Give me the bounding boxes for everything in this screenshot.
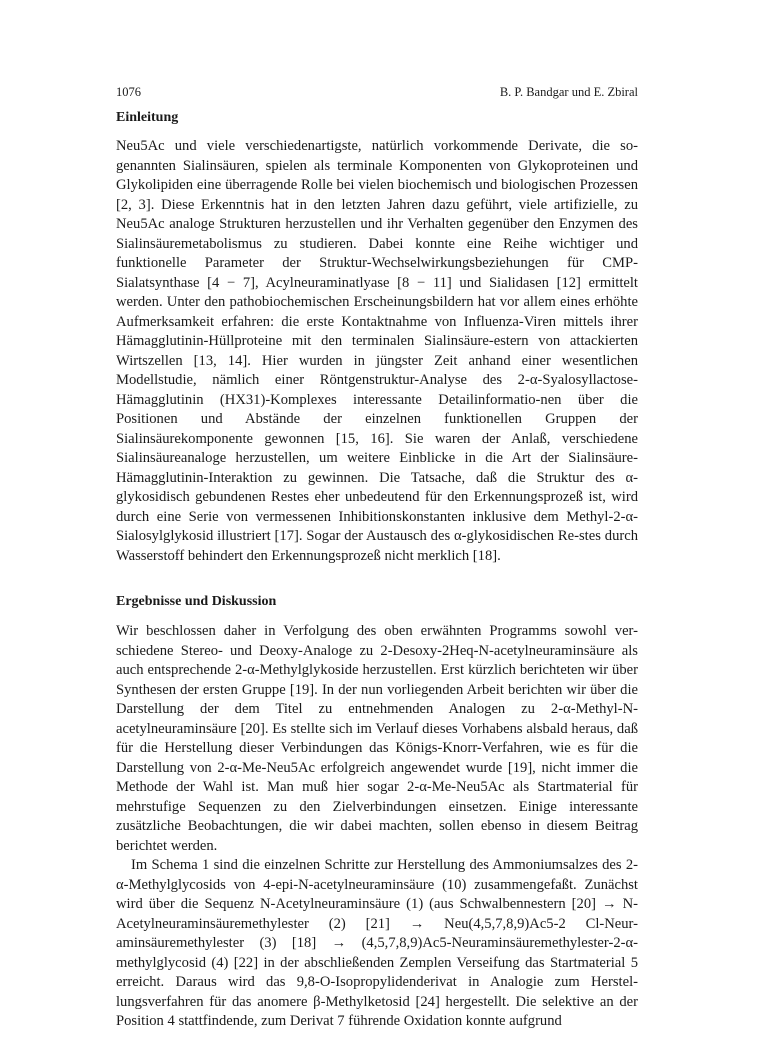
authors: B. P. Bandgar und E. Zbiral: [499, 85, 638, 99]
paragraph: Wir beschlossen daher in Verfolgung des oben erwähnten Programms sowohl ver-schiedene Stereo- und Deoxy-Analoge zu 2-Desoxy-2Heq-N-acetylneuraminsäure als auch entsprechende 2-α-Methylglykoside herzustellen. Erst kürzlich berichteten wir über Synthesen der ersten Gruppe [19]. In der nun vorliegenden Arbeit berichten wir über die Darstellung der dem Titel zu entnehmenden Analogen zu 2-α-Methyl-N-acetylneuraminsäure [20]. Es stellte sich im Verlauf dieses Vorhabens alsbald heraus, daß für die Herstellung dieser Verbindungen das Königs-Knorr-Verfahren, wie es für die Darstellung von 2-α-Me-Neu5Ac erfolgreich angewendet wurde [19], nicht immer die Methode der Wahl ist. Man muß hier sogar 2-α-Me-Neu5Ac als Startmaterial für mehrstufige Sequenzen zu den Zielverbindungen einsetzen. Einige interessante zusätzliche Beobachtungen, die wir dabei machten, sollen ebenso in diesem Beitrag berichtet werden.: [116, 623, 638, 854]
page: [116, 84, 638, 1032]
section-gap: [116, 566, 638, 593]
paragraph: Im Schema 1 sind die einzelnen Schritte zur Herstellung des Ammoniumsalzes des 2-α-Methylglycosids von 4-epi-N-acetylneuraminsäure (10) zusammengefaßt. Zunächst wird über die Sequenz N-Acetylneuraminsäure (1) (aus Schwalbennestern [20] → N-Acetylneuraminsäuremethylester (2) [21] → Neu(4,5,7,8,9)Ac5-2 Cl-Neur-aminsäuremethylester (3) [18] → (4,5,7,8,9)Ac5-Neuraminsäuremethylester-2-α-methylglycosid (4) [22] in der abschließenden Zemplen Verseifung das Startmaterial 5 erreicht. Daraus wird das 9,8-O-Isopropylidenderivat in Analogie zum Herstel-lungsverfahren für das anomere β-Methylketosid [24] hergestellt. Die selektive an der Position 4 stattfindende, zum Derivat 7 führende Oxidation konnte aufgrund: [116, 857, 638, 1029]
section-heading-einleitung: Einleitung: [116, 110, 179, 125]
section-heading-ergebnisse: Ergebnisse und Diskussion: [116, 594, 277, 609]
paragraph: Neu5Ac und viele verschiedenartigste, natürlich vorkommende Derivate, die so-genannten Sialinsäuren, spielen als terminale Komponenten von Glykoproteinen und Glykolipiden eine überragende Rolle bei vielen biochemisch und biologischen Prozessen [2, 3]. Diese Erkenntnis hat in den letzten Jahren dazu geführt, viele artifizielle, zu Neu5Ac analoge Strukturen herzustellen und ihr Verhalten gegenüber den Enzymen des Sialinsäuremetabolismus zu studieren. Dabei konnte eine Reihe wichtiger und funktionelle Parameter der Struktur-Wechselwirkungsbeziehungen für CMP-Sialatsynthase [4 − 7], Acylneuraminatlyase [8 − 11] und Sialidasen [12] ermittelt werden. Unter den pathobiochemischen Erscheinungsbildern hat vor allem eines erhöhte Aufmerksamkeit erfahren: die erste Kontaktnahme von Influenza-Viren mittels ihrer Hämagglutinin-Hüllproteine mit den terminalen Sialinsäure-estern von attackierten Wirtszellen [13, 14]. Hier wurden in jüngster Zeit anhand einer wesentlichen Modellstudie, nämlich einer Röntgenstruktur-Analyse des 2-α-Syalosyllactose-Hämagglutinin (HX31)-Komplexes interessante Detailinformatio-nen über die Positionen und Abstände der einzelnen funktionellen Gruppen der Sialinsäurekomponente gewonnen [15, 16]. Sie waren der Anlaß, verschiedene Sialinsäureanaloge herzustellen, um weitere Einblicke in die Art der Sialinsäure-Hämagglutinin-Interaktion zu gewinnen. Die Tatsache, daß die Struktur des α-glykosidisch gebundenen Restes eher unbedeutend für den Erkennungsprozeß ist, wird durch eine Serie von vermessenen Inhibitionskonstanten inklusive dem Methyl-2-α-Sialosylglykosid illustriert [17]. Sogar der Austausch des α-glykosidischen Re-stes durch Wasserstoff behindert den Erkennungsprozeß nicht merklich [18].: [116, 138, 638, 564]
running-head: [116, 84, 638, 100]
page-number: 1076: [116, 85, 141, 99]
